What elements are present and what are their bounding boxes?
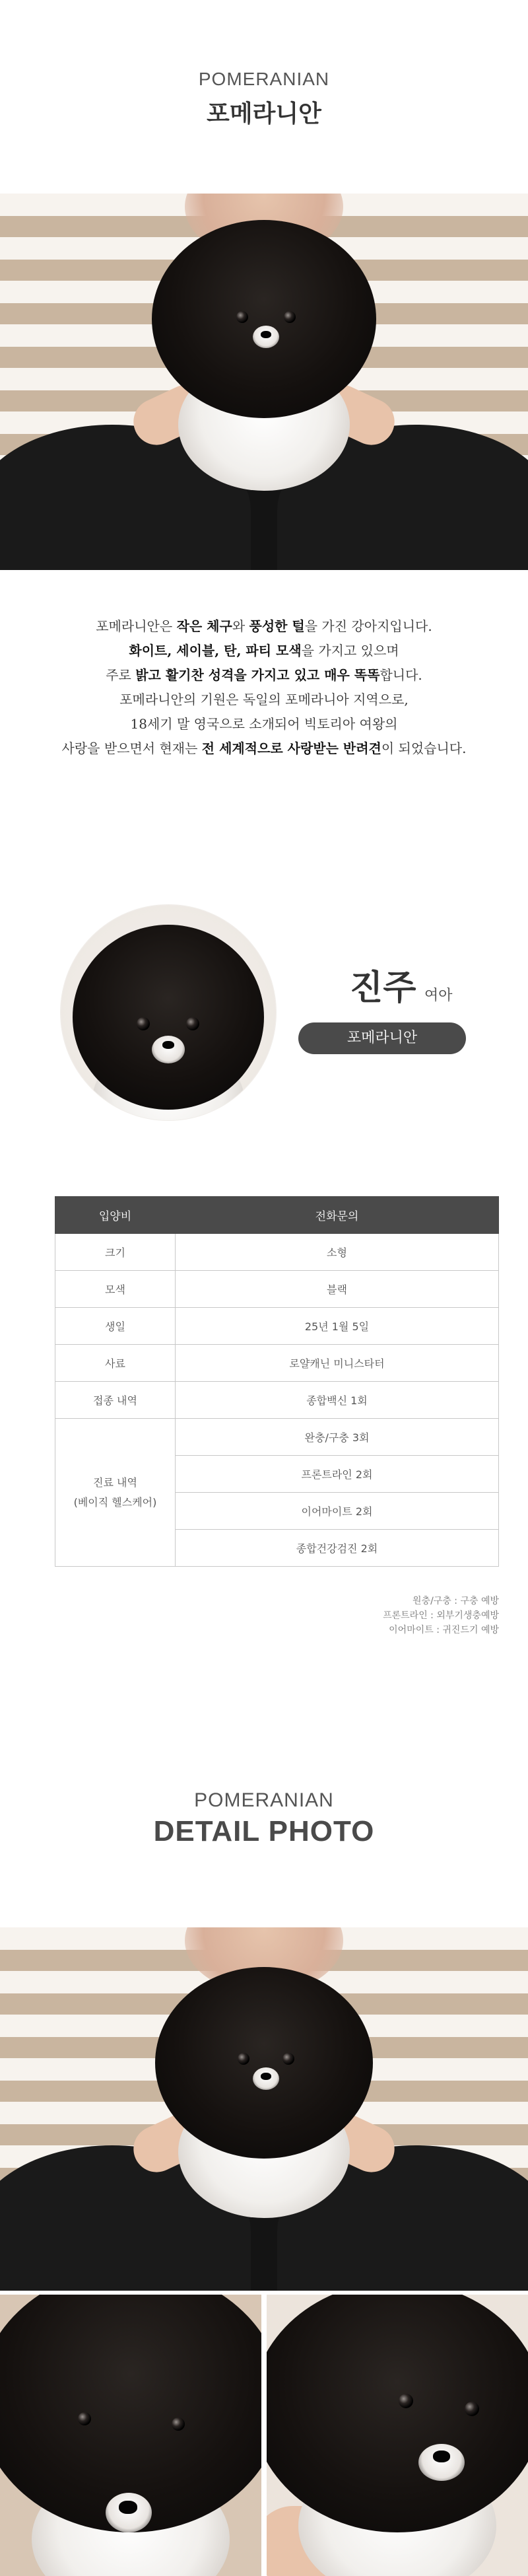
row-value: 로얄캐닌 미니스타터 xyxy=(176,1345,499,1382)
detail-section-english: POMERANIAN xyxy=(194,1789,334,1811)
table-row xyxy=(55,1419,499,1456)
table-row xyxy=(55,1308,499,1345)
medical-item: 이어마이트 2회 xyxy=(176,1493,499,1530)
row-label: 접종 내역 xyxy=(55,1382,176,1419)
breed-description xyxy=(0,614,528,761)
medical-item: 완충/구충 3회 xyxy=(176,1419,499,1456)
row-label: 크기 xyxy=(55,1234,176,1271)
description-line xyxy=(0,614,528,639)
table-header-cell: 입양비 xyxy=(55,1197,176,1234)
description-line xyxy=(0,688,528,712)
description-text: 을 가진 강아지입니다. xyxy=(304,618,432,634)
puppy-gender: 여아 xyxy=(424,987,453,1004)
table-row xyxy=(55,1382,499,1419)
detail-photo-1 xyxy=(0,1927,528,2291)
row-label: 모색 xyxy=(55,1271,176,1308)
detail-photo-3 xyxy=(267,2295,528,2576)
description-text: 사랑을 받으면서 현재는 xyxy=(61,740,202,756)
description-emphasis: 풍성한 털 xyxy=(249,618,305,634)
description-text: 와 xyxy=(232,618,249,634)
row-value: 종합백신 1회 xyxy=(176,1382,499,1419)
detail-photo-2 xyxy=(0,2295,261,2576)
medical-label-line1: 진료 내역 xyxy=(93,1476,137,1489)
care-notes xyxy=(383,1594,499,1637)
medical-history-label xyxy=(55,1419,176,1567)
section-title-korean: 포메라니안 xyxy=(207,100,321,127)
row-value: 소형 xyxy=(176,1234,499,1271)
table-row xyxy=(55,1271,499,1308)
description-emphasis: 화이트, 세이블, 탄, 파티 모색 xyxy=(129,643,302,659)
description-text: 주로 xyxy=(106,667,136,683)
medical-label-line2: (베이직 헬스케어) xyxy=(73,1495,157,1509)
hero-photo xyxy=(0,194,528,570)
puppy-info-table xyxy=(55,1196,499,1567)
description-line xyxy=(0,663,528,688)
description-line xyxy=(0,736,528,761)
medical-item: 종합건강검진 2회 xyxy=(176,1530,499,1567)
description-text: 포메라니안의 기원은 독일의 포메라니아 지역으로, xyxy=(119,692,409,707)
description-text: 포메라니안은 xyxy=(96,618,177,634)
description-text: 합니다. xyxy=(380,667,422,683)
row-label: 사료 xyxy=(55,1345,176,1382)
table-row xyxy=(55,1345,499,1382)
table-row xyxy=(55,1234,499,1271)
description-emphasis: 전 세계적으로 사랑받는 반려견 xyxy=(201,740,381,756)
description-emphasis: 밝고 활기찬 성격을 가지고 있고 매우 똑똑 xyxy=(135,667,380,683)
detail-section-title: DETAIL PHOTO xyxy=(153,1815,375,1847)
table-header-row xyxy=(55,1197,499,1234)
note-line: 원충/구충 : 구충 예방 xyxy=(412,1596,499,1606)
description-emphasis: 작은 체구 xyxy=(176,618,232,634)
medical-item: 프론트라인 2회 xyxy=(176,1456,499,1493)
note-line: 프론트라인 : 외부기생충예방 xyxy=(383,1610,499,1621)
row-label: 생일 xyxy=(55,1308,176,1345)
note-line: 이어마이트 : 귀진드기 예방 xyxy=(389,1625,499,1635)
description-line xyxy=(0,639,528,663)
description-text: 이 되었습니다. xyxy=(381,740,467,756)
description-line xyxy=(0,712,528,736)
description-text: 18세기 말 영국으로 소개되어 빅토리아 여왕의 xyxy=(130,716,398,732)
description-text: 을 가지고 있으며 xyxy=(301,643,399,659)
row-value: 블랙 xyxy=(176,1271,499,1308)
section-title-english: POMERANIAN xyxy=(198,69,330,89)
puppy-name: 진주 xyxy=(350,968,416,1008)
breed-badge: 포메라니안 xyxy=(298,1022,466,1054)
row-value: 25년 1월 5일 xyxy=(176,1308,499,1345)
table-header-cell[interactable]: 전화문의 xyxy=(176,1197,499,1234)
puppy-profile-photo xyxy=(61,905,276,1120)
